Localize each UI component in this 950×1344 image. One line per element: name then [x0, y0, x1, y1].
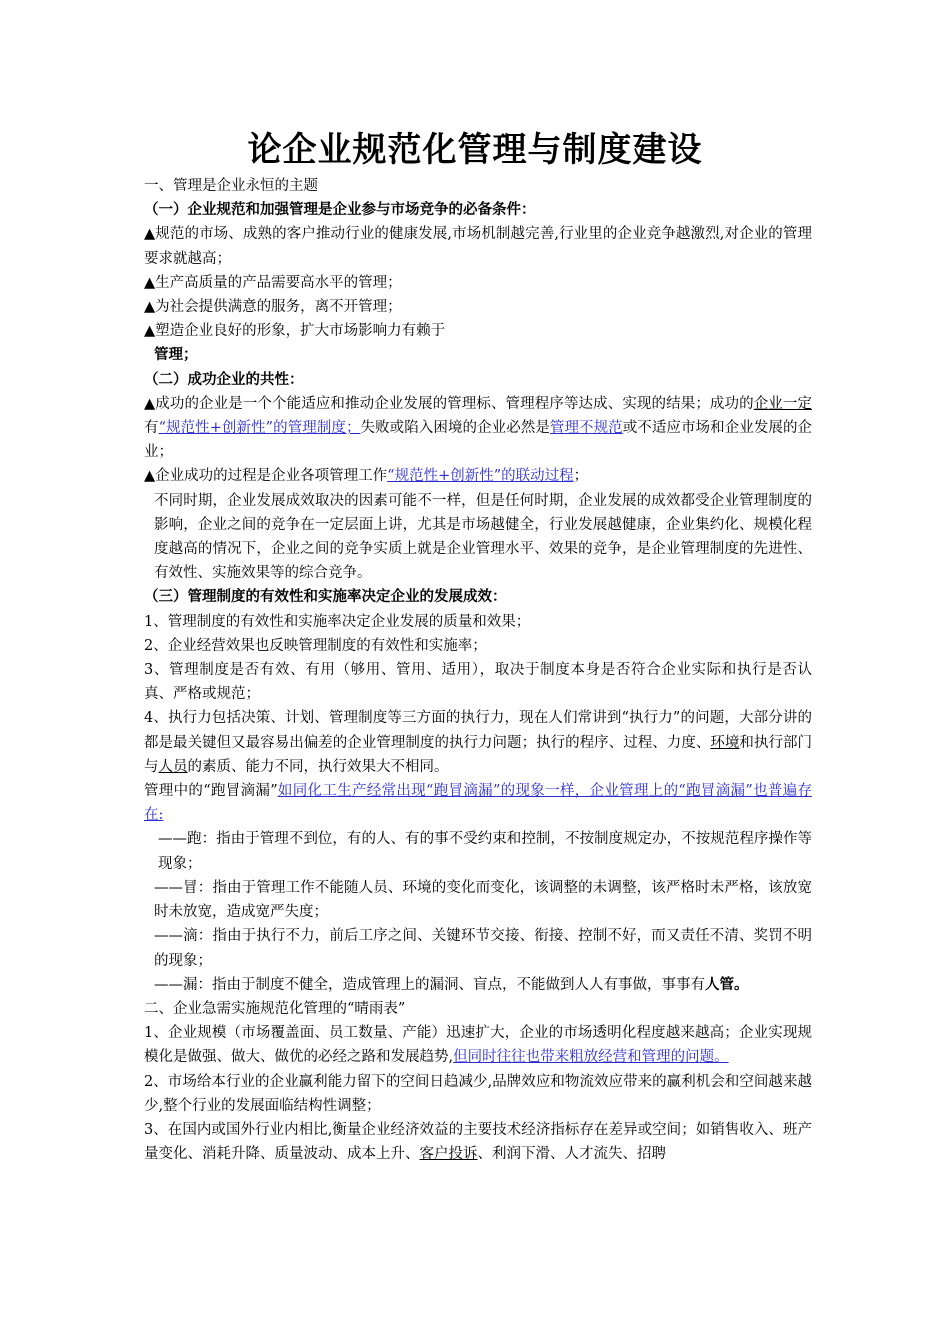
sub1-tail: 管理；	[154, 346, 198, 364]
sub2-paragraph-2	[144, 464, 812, 488]
sub1-bullet-2: ▲生产高质量的产品需要高水平的管理；	[144, 274, 402, 291]
link-leak-phenomenon[interactable]: 如同化工生产经常出现“跑冒滴漏”的现象一样，企业管理上的“跑冒滴漏”也普遍存在:	[144, 783, 812, 824]
sub3-i4-text-c: 的素质、能力不同，执行效果大不相同。	[187, 758, 449, 775]
sub3-i4-underlined-environment: 环境	[710, 734, 740, 751]
sub3-item-2: 2、企业经营效果也反映管理制度的有效性和实施率；	[144, 637, 487, 654]
section2-i1-text: 1、企业规模（市场覆盖面、员工数量、产能）迅速扩大，企业的市场透明化程度越来越高；企业实现规模化是做强、做大、做优的必经之路和发展趋势,	[144, 1025, 812, 1066]
sub2-p2-text-a: ▲企业成功的过程是企业各项管理工作	[144, 468, 388, 485]
sub2-p1-text-a: ▲成功的企业是一个个能适应和推动企业发展的管理标、管理程序等达成、实现的结果；成功的	[144, 395, 754, 412]
section2-i3-text-b: 、利润下滑、人才流失、招聘	[477, 1146, 666, 1163]
sub2-p1-text-c: 失败或陷入困境的企业必然是	[360, 420, 550, 437]
section2-heading: 二、企业急需实施规范化管理的“晴雨表”	[144, 1000, 406, 1017]
sub2-p1-text-d: 或不适应市场和企业发展的企业；	[144, 420, 813, 461]
sub2-p1-text-b: 有	[144, 420, 159, 437]
document-body	[144, 174, 812, 1166]
leak-lou	[144, 973, 812, 997]
sub1-heading: （一）企业规范和加强管理是企业参与市场竞争的必备条件：	[144, 201, 536, 219]
leak-mao: ——冒：指由于管理工作不能随人员、环境的变化而变化，该调整的未调整，该严格时未严格，该放宽时未放宽，造成宽严失度；	[154, 879, 812, 921]
leak-paragraph	[144, 779, 812, 827]
sub3-item-1: 1、管理制度的有效性和实施率决定企业发展的质量和效果；	[144, 613, 531, 630]
sub1-bullet-4: ▲塑造企业良好的形象，扩大市场影响力有赖于	[144, 323, 446, 340]
sub3-heading: （三）管理制度的有效性和实施率决定企业的发展成效：	[144, 588, 507, 606]
sub3-item-4	[144, 706, 812, 779]
section1-heading: 一、管理是企业永恒的主题	[144, 178, 318, 194]
leak-text: 管理中的“跑冒滴漏”	[144, 783, 278, 800]
link-management-system[interactable]: “规范性+创新性”的管理制度；	[158, 420, 361, 437]
section2-i3-underlined: 客户投诉	[419, 1146, 478, 1163]
sub1-bullet-3: ▲为社会提供满意的服务，离不开管理；	[144, 299, 402, 316]
sub2-paragraph-3: 不同时期，企业发展成效取决的因素可能不一样，但是任何时期，企业发展的成效都受企业管理制度的影响，企业之间的竞争在一定层面上讲，尤其是市场越健全，行业发展越健康，企业集约化、规模化程度越高的情况下，企业之间的竞争实质上就是企业管理水平、效果的竞争，是企业管理制度的先进性、有效性、实施效果等的综合竞争。	[154, 492, 812, 582]
sub3-item-3: 3、管理制度是否有效、有用（够用、管用、适用），取决于制度本身是否符合企业实际和执行是否认真、严格或规范；	[144, 662, 812, 703]
sub2-heading: （二）成功企业的共性：	[144, 370, 304, 388]
link-extensive-management[interactable]: 但同时往往也带来粗放经营和管理的问题。	[453, 1049, 729, 1066]
sub2-paragraph-1	[144, 392, 812, 465]
link-irregular-management[interactable]: 管理不规范	[549, 420, 623, 437]
leak-lou-text: ——漏：指由于制度不健全，造成管理上的漏洞、盲点，不能做到人人有事做，事事有	[154, 976, 705, 993]
section2-i3-text-a: 3、在国内或国外行业内相比,衡量企业经济效益的主要技术经济指标存在差异或空间；如销售收入、班产量变化、消耗升降、质量波动、成本上升、	[144, 1121, 812, 1163]
sub3-i4-text-a: 4、执行力包括决策、计划、管理制度等三方面的执行力，现在人们常讲到“执行力”的问题，大部分讲的都是最关键但又最容易出偏差的企业管理制度的执行力问题；执行的程序、过程、力度、	[144, 710, 812, 751]
sub3-i4-text-b: 和执行部门与	[144, 734, 813, 775]
document-title: 论企业规范化管理与制度建设	[247, 130, 703, 170]
section2-item-3	[144, 1118, 812, 1166]
link-linkage-process[interactable]: “规范性+创新性”的联动过程	[387, 468, 574, 485]
sub2-p2-text-b: ；	[573, 468, 589, 485]
sub2-p1-underlined: 企业一定	[753, 395, 812, 412]
leak-run: ——跑：指由于管理不到位，有的人、有的事不受约束和控制，不按制度规定办，不按规范程序操作等现象；	[158, 831, 812, 872]
sub3-i4-underlined-personnel: 人员	[158, 758, 188, 775]
leak-lou-bold: 人管。	[705, 975, 749, 993]
section2-item-1	[144, 1021, 812, 1069]
sub1-bullet-1: ▲规范的市场、成熟的客户推动行业的健康发展,市场机制越完善,行业里的企业竞争越激烈,对企业的管理要求就越高；	[144, 226, 812, 267]
leak-di: ——滴：指由于执行不力，前后工序之间、关键环节交接、衔接、控制不好，而又责任不清、奖罚不明的现象；	[154, 928, 812, 969]
section2-item-2: 2、市场给本行业的企业赢利能力留下的空间日趋减少,品牌效应和物流效应带来的赢利机会和空间越来越少,整个行业的发展面临结构性调整；	[144, 1073, 812, 1114]
